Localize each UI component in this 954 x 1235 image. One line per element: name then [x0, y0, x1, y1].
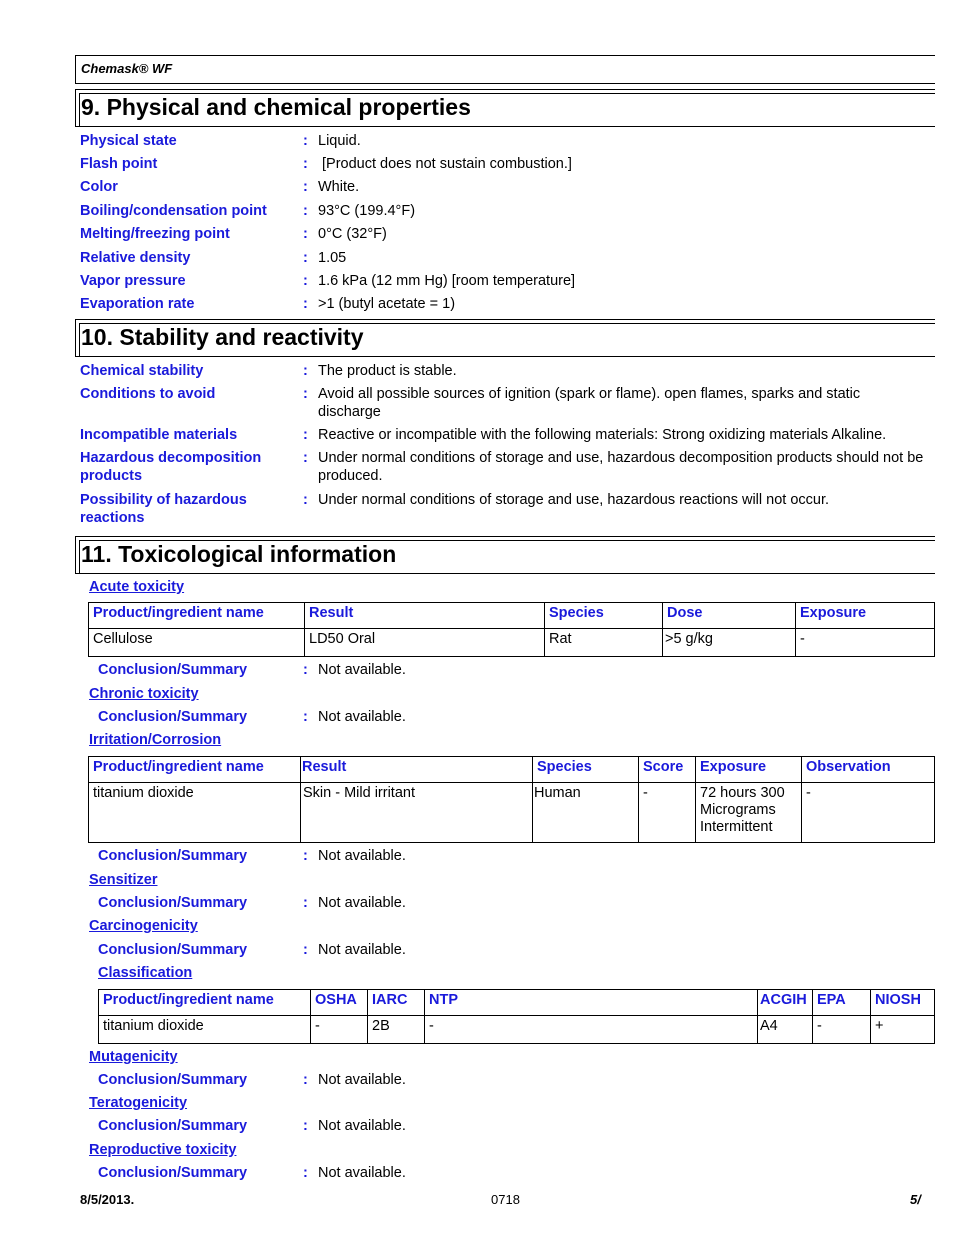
product-name: Chemask® WF [81, 61, 173, 76]
section-10-title: 10. Stability and reactivity [81, 324, 364, 350]
section-10-header [75, 319, 935, 357]
classification-link[interactable]: Classification [98, 965, 193, 981]
sensitizer-link[interactable]: Sensitizer [89, 872, 158, 888]
irritation-table: Product/ingredient name Result Species Score Exposure Observation titanium dioxide Skin - Mild irritant Human - 72 hours 300 Micrograms Intermittent - [88, 756, 935, 843]
acute-toxicity-table: Product/ingredient name Result Species Dose Exposure Cellulose LD50 Oral Rat >5 g/kg - [88, 602, 935, 657]
table-row: titanium dioxide Skin - Mild irritant Human - 72 hours 300 Micrograms Intermittent - [89, 783, 935, 843]
section-11-title: 11. Toxicological information [81, 541, 397, 567]
document-header [75, 55, 935, 84]
footer-code: 0718 [491, 1192, 520, 1207]
reproductive-toxicity-link[interactable]: Reproductive toxicity [89, 1142, 237, 1158]
table-row: titanium dioxide - 2B - A4 - + [99, 1016, 935, 1044]
mutagenicity-link[interactable]: Mutagenicity [89, 1049, 178, 1065]
footer-date: 8/5/2013. [80, 1192, 135, 1207]
table-row: Cellulose LD50 Oral Rat >5 g/kg - [89, 629, 935, 657]
section-9-title: 9. Physical and chemical properties [81, 94, 471, 120]
footer-page-number: 5/ [910, 1192, 921, 1207]
teratogenicity-link[interactable]: Teratogenicity [89, 1095, 188, 1111]
carcinogenicity-link[interactable]: Carcinogenicity [89, 918, 198, 934]
acute-toxicity-link[interactable]: Acute toxicity [89, 579, 185, 595]
classification-table: Product/ingredient name OSHA IARC NTP ACGIH EPA NIOSH titanium dioxide - 2B - A4 - + [98, 989, 935, 1044]
section-11-header [75, 536, 935, 574]
irritation-corrosion-link[interactable]: Irritation/Corrosion [89, 732, 222, 748]
chronic-toxicity-link[interactable]: Chronic toxicity [89, 686, 199, 702]
section-9-header [75, 89, 935, 127]
